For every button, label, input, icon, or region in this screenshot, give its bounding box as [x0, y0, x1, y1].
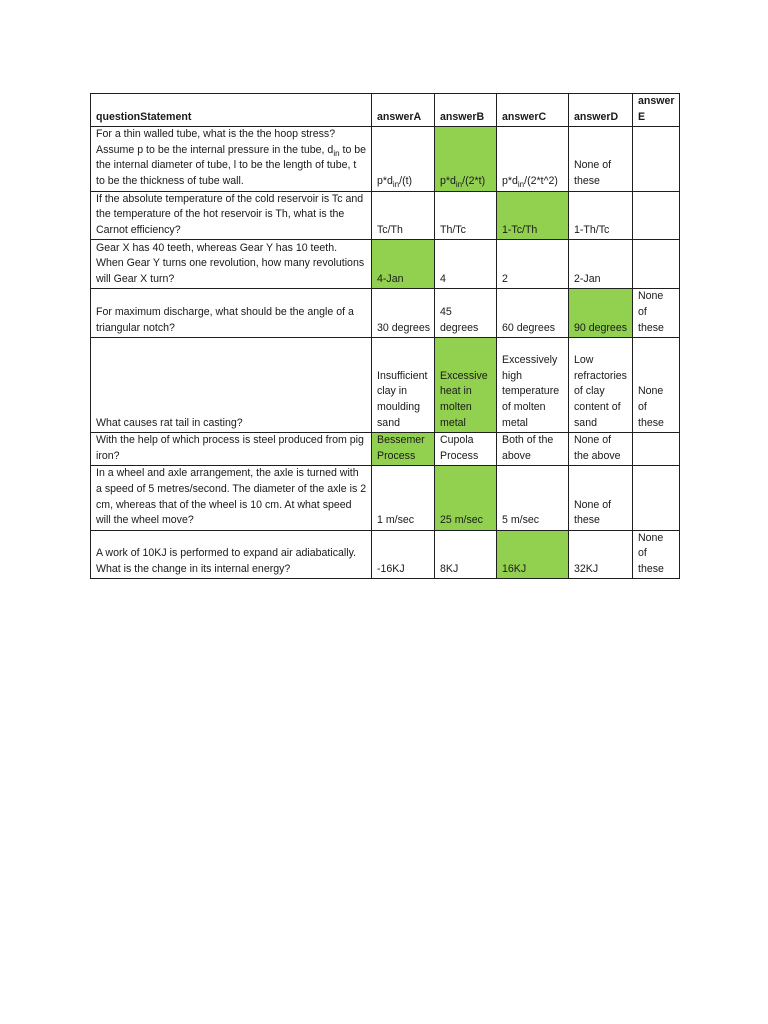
answer-a-cell-correct: 4-Jan — [372, 240, 435, 289]
table-row — [91, 530, 680, 579]
answer-d-cell: None of these — [569, 127, 633, 191]
answer-b-cell: Th/Tc — [435, 191, 497, 240]
answer-c-cell: Excessively high temperature of molten metal — [497, 338, 569, 433]
answer-a-cell: $p*d_{in}/(t)$ — [372, 127, 435, 191]
question-statement-cell: In a wheel and axle arrangement, the axle is turned with a speed of 5 metres/second. The diameter of the axle is 2 cm, whereas that of the wheel is 10 cm. At what speed will the wheel move? — [91, 466, 372, 530]
answer-b-cell-correct: 25 m/sec — [435, 466, 497, 530]
answer-c-cell: $p*d_{in}/(2*t\^{}2)$ — [497, 127, 569, 191]
header-answer-c: answerC — [497, 94, 569, 127]
answer-a-cell: Tc/Th — [372, 191, 435, 240]
header-question-statement: questionStatement — [91, 94, 372, 127]
table-row — [91, 338, 680, 433]
table-row — [91, 240, 680, 289]
answer-e-cell — [633, 466, 680, 530]
table-row — [91, 289, 680, 338]
answer-a-cell: -16KJ — [372, 530, 435, 579]
answer-d-cell: 1-Th/Tc — [569, 191, 633, 240]
question-statement-cell: For a thin walled tube, what is the the hoop stress? Assume p to be the internal pressure in the tube, $d_{in}$ to be the internal diameter of tube, l to be the length of tube, t to be the thickness of tube wall. — [91, 127, 372, 191]
answer-c-cell-correct: 16KJ — [497, 530, 569, 579]
table-row — [91, 466, 680, 530]
answer-e-cell — [633, 191, 680, 240]
answer-d-cell-correct: 90 degrees — [569, 289, 633, 338]
answer-c-cell: 2 — [497, 240, 569, 289]
answer-a-cell: 1 m/sec — [372, 466, 435, 530]
answer-b-cell-correct: $p*d_{in}/(2*t)$ — [435, 127, 497, 191]
answer-c-cell: 60 degrees — [497, 289, 569, 338]
answer-e-cell — [633, 127, 680, 191]
answer-b-cell: Cupola Process — [435, 433, 497, 466]
question-statement-cell: For maximum discharge, what should be the angle of a triangular notch? — [91, 289, 372, 338]
answer-e-cell — [633, 240, 680, 289]
answer-b-cell-correct: Excessive heat in molten metal — [435, 338, 497, 433]
header-answer-d: answerD — [569, 94, 633, 127]
answer-b-cell: 45 degrees — [435, 289, 497, 338]
answer-e-cell: None of these — [633, 289, 680, 338]
answer-d-cell: None of these — [569, 466, 633, 530]
table-row — [91, 433, 680, 466]
answer-b-cell: 4 — [435, 240, 497, 289]
answer-d-cell: Low refractories of clay content of sand — [569, 338, 633, 433]
question-statement-cell: With the help of which process is steel produced from pig iron? — [91, 433, 372, 466]
table-header-row — [91, 94, 680, 127]
question-statement-cell: A work of 10KJ is performed to expand air adiabatically. What is the change in its internal energy? — [91, 530, 372, 579]
answer-d-cell: 2-Jan — [569, 240, 633, 289]
questions-table — [90, 93, 680, 579]
question-statement-cell: Gear X has 40 teeth, whereas Gear Y has 10 teeth. When Gear Y turns one revolution, how many revolutions will Gear X turn? — [91, 240, 372, 289]
table-row — [91, 127, 680, 191]
answer-b-cell: 8KJ — [435, 530, 497, 579]
header-answer-a: answerA — [372, 94, 435, 127]
answer-a-cell: 30 degrees — [372, 289, 435, 338]
answer-c-cell: 5 m/sec — [497, 466, 569, 530]
answer-d-cell: None of the above — [569, 433, 633, 466]
table-row — [91, 191, 680, 240]
answer-c-cell-correct: 1-Tc/Th — [497, 191, 569, 240]
header-answer-e: answer E — [633, 94, 680, 127]
question-statement-cell: If the absolute temperature of the cold reservoir is Tc and the temperature of the hot reservoir is Th, what is the Carnot efficiency? — [91, 191, 372, 240]
answer-e-cell: None of these — [633, 338, 680, 433]
answer-c-cell: Both of the above — [497, 433, 569, 466]
answer-e-cell: None of these — [633, 530, 680, 579]
answer-d-cell: 32KJ — [569, 530, 633, 579]
header-answer-b: answerB — [435, 94, 497, 127]
answer-a-cell: Insufficient clay in moulding sand — [372, 338, 435, 433]
answer-e-cell — [633, 433, 680, 466]
answer-a-cell-correct: Bessemer Process — [372, 433, 435, 466]
question-statement-cell: What causes rat tail in casting? — [91, 338, 372, 433]
